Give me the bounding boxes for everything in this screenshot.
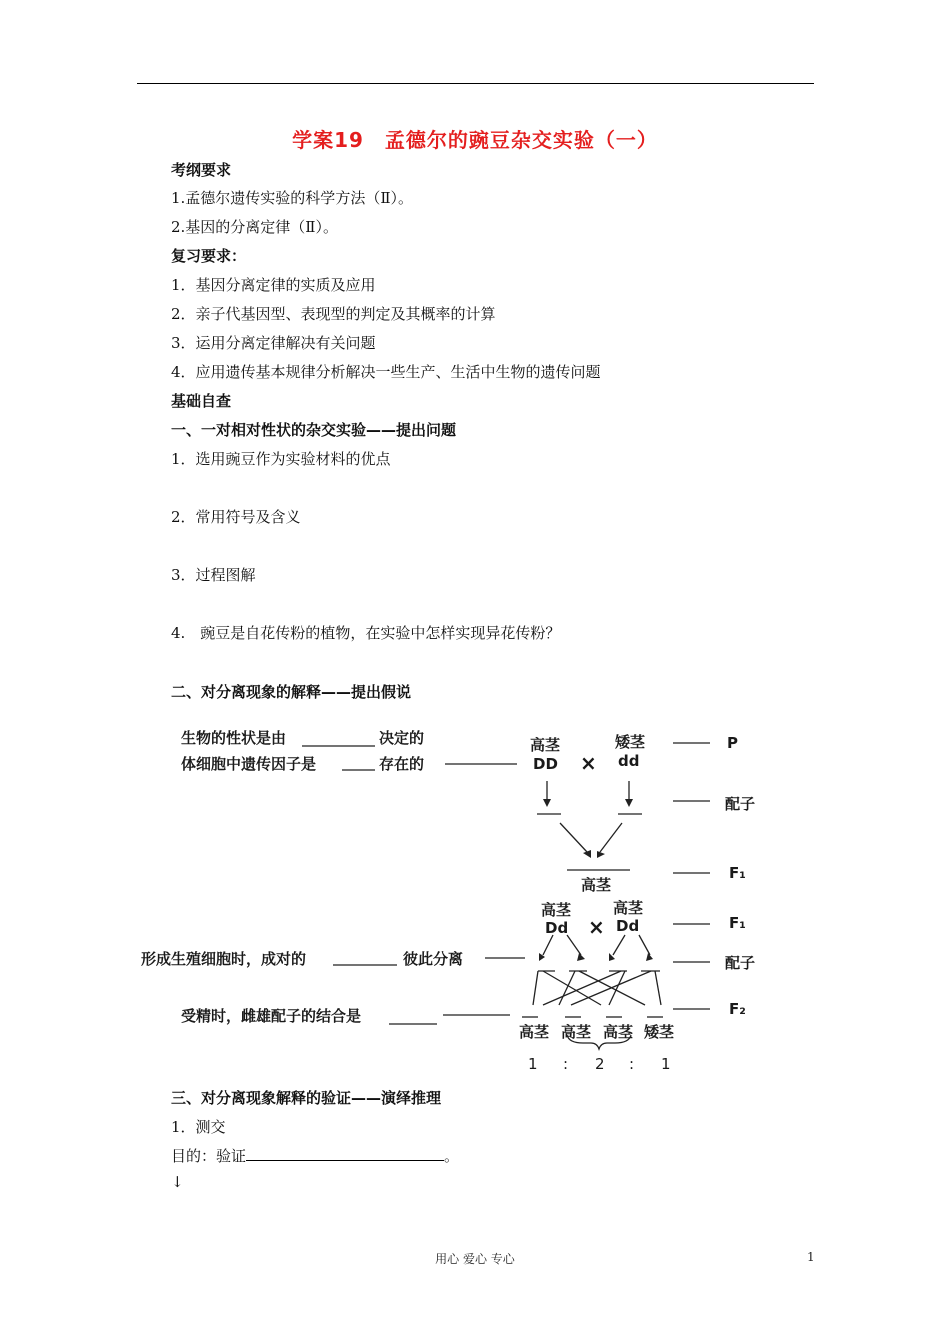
- gamete-separation-suffix: 彼此分离: [403, 950, 464, 968]
- review-item-2: 2．亲子代基因型、表现型的判定及其概率的计算: [171, 305, 496, 323]
- segregation-diagram: [135, 715, 785, 1080]
- f2-offspring-4: 矮茎: [644, 1023, 675, 1041]
- label-f1-b: F₁: [729, 914, 746, 932]
- parent-short-genotype: dd: [618, 752, 640, 770]
- somatic-factor-label: 体细胞中遗传因子是: [181, 755, 317, 773]
- down-arrow-icon: ↓: [171, 1173, 184, 1191]
- section-3-item-1: 1．测交: [171, 1118, 226, 1136]
- page-footer: 用心 爱心 专心: [435, 1252, 515, 1266]
- label-gamete-1: 配子: [725, 795, 756, 813]
- trait-factor-label: 生物的性状是由: [181, 729, 287, 747]
- f1-left-tall: 高茎: [541, 901, 572, 919]
- section-3-heading: 三、对分离现象解释的验证——演绎推理: [171, 1089, 442, 1107]
- f1-left-genotype: Dd: [545, 919, 569, 937]
- parent-short-label: 矮茎: [615, 733, 646, 751]
- purpose-suffix: 。: [444, 1147, 460, 1165]
- document-title: 学案19 孟德尔的豌豆杂交实验（一）: [292, 128, 658, 152]
- label-f2: F₂: [729, 1000, 746, 1018]
- gamete-separation-label: 形成生殖细胞时，成对的: [141, 950, 307, 968]
- section-1-question-1: 1．选用豌豆作为实验材料的优点: [171, 450, 391, 468]
- ratio-3: 1: [661, 1055, 671, 1073]
- basics-heading: 基础自查: [171, 392, 232, 410]
- f2-offspring-2: 高茎: [561, 1023, 592, 1041]
- purpose-blank: [246, 1146, 444, 1161]
- header-rule: [137, 83, 814, 84]
- syllabus-item-2: 2.基因的分离定律（Ⅱ）。: [171, 218, 339, 236]
- f1-right-tall: 高茎: [613, 899, 644, 917]
- label-p: P: [727, 734, 738, 752]
- review-item-1: 1．基因分离定律的实质及应用: [171, 276, 376, 294]
- parent-tall-genotype: DD: [533, 755, 558, 773]
- section-1-heading: 一、一对相对性状的杂交实验——提出问题: [171, 421, 457, 439]
- parent-cross-symbol: ×: [580, 751, 597, 775]
- review-heading: 复习要求：: [171, 247, 247, 265]
- ratio-colon-1: :: [563, 1055, 569, 1073]
- ratio-1: 1: [528, 1055, 538, 1073]
- f2-offspring-3: 高茎: [603, 1023, 634, 1041]
- section-1-question-2: 2．常用符号及含义: [171, 508, 301, 526]
- f2-offspring-1: 高茎: [519, 1023, 550, 1041]
- section-1-question-3: 3．过程图解: [171, 566, 256, 584]
- parent-tall-label: 高茎: [530, 736, 561, 754]
- syllabus-heading: 考纲要求: [171, 161, 232, 179]
- testcross-purpose: [171, 1145, 459, 1166]
- trait-factor-suffix: 决定的: [379, 729, 425, 747]
- review-item-3: 3．运用分离定律解决有关问题: [171, 334, 376, 352]
- section-2-heading: 二、对分离现象的解释——提出假说: [171, 683, 412, 701]
- page-number: 1: [807, 1250, 815, 1264]
- purpose-prefix: 目的：验证: [171, 1147, 247, 1165]
- f1-cross-symbol: ×: [588, 915, 605, 939]
- f1-tall-label: 高茎: [581, 876, 612, 894]
- ratio-colon-2: :: [629, 1055, 635, 1073]
- label-f1-a: F₁: [729, 864, 746, 882]
- section-1-question-4: 4. 豌豆是自花传粉的植物，在实验中怎样实现异花传粉？: [171, 624, 561, 642]
- f1-right-genotype: Dd: [616, 917, 640, 935]
- somatic-factor-suffix: 存在的: [379, 755, 425, 773]
- ratio-2: 2: [595, 1055, 605, 1073]
- label-gamete-2: 配子: [725, 954, 756, 972]
- review-item-4: 4．应用遗传基本规律分析解决一些生产、生活中生物的遗传问题: [171, 363, 601, 381]
- fertilization-label: 受精时，雌雄配子的结合是: [181, 1007, 362, 1025]
- syllabus-item-1: 1.孟德尔遗传实验的科学方法（Ⅱ）。: [171, 189, 414, 207]
